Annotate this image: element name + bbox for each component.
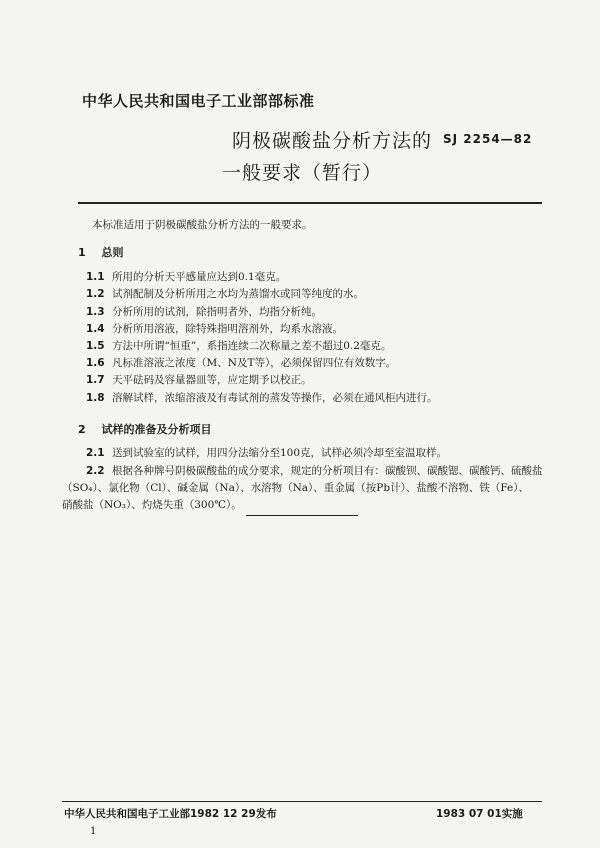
item-text: 根据各种牌号阴极碳酸盐的成分要求，规定的分析项目有：碳酸钡、碳酸锶、碳酸钙、硫酸盐	[112, 465, 543, 477]
document-title-line-1: 阴极碳酸盐分析方法的	[232, 130, 433, 152]
section-title: 总则	[101, 246, 124, 259]
item-text: 所用的分析天平感量应达到0.1毫克。	[112, 271, 287, 283]
item-text: 分析所用的试剂，除指明者外，均指分析纯。	[112, 306, 322, 318]
section-number: 2	[78, 423, 86, 436]
implementation-date: 1983 07 01实施	[436, 808, 523, 820]
footer-divider	[62, 801, 542, 802]
item-number: 1.1	[86, 271, 105, 283]
list-item	[86, 269, 286, 284]
item-text: 溶解试样，浓缩溶液及有毒试剂的蒸发等操作，必须在通风柜内进行。	[112, 392, 438, 404]
list-item	[86, 445, 447, 460]
list-item	[86, 390, 438, 405]
list-item	[86, 372, 312, 387]
item-number: 1.8	[86, 392, 105, 404]
item-text: 凡标准溶液之浓度（M、N及T等），必须保留四位有效数字。	[112, 357, 397, 369]
item-number: 1.7	[86, 374, 105, 386]
item-text: 送到试验室的试样，用四分法缩分至100克，试样必须冷却至室温取样。	[112, 447, 448, 459]
end-of-text-rule	[246, 515, 358, 516]
item-number: 1.3	[86, 306, 105, 318]
item-text: 分析所用溶液，除特殊指明溶剂外，均系水溶液。	[112, 323, 343, 335]
section-1-heading	[78, 244, 124, 260]
document-title-line-2: 一般要求（暂行）	[222, 162, 383, 184]
intro-paragraph: 本标准适用于阴极碳酸盐分析方法的一般要求。	[92, 219, 313, 231]
item-continuation-line: 硝酸盐（NO₃）、灼烧失重（300℃）。	[62, 499, 242, 511]
header-divider	[78, 202, 542, 204]
list-item	[86, 321, 343, 336]
issuer-heading: 中华人民共和国电子工业部部标准	[82, 92, 315, 110]
section-number: 1	[78, 246, 86, 259]
item-number: 2.2	[86, 465, 105, 477]
standard-number: SJ 2254—82	[443, 132, 533, 146]
page-number: 1	[90, 826, 97, 837]
item-text: 试剂配制及分析所用之水均为蒸馏水或同等纯度的水。	[112, 288, 364, 300]
item-number: 1.4	[86, 323, 105, 335]
section-2-heading	[78, 421, 212, 437]
item-text: 天平砝码及容量器皿等，应定期予以校正。	[112, 374, 312, 386]
item-number: 1.2	[86, 288, 105, 300]
issue-date: 中华人民共和国电子工业部1982 12 29发布	[64, 808, 277, 820]
section-title: 试样的准备及分析项目	[101, 423, 212, 436]
item-number: 1.5	[86, 340, 105, 352]
list-item	[86, 338, 391, 353]
item-number: 2.1	[86, 447, 105, 459]
item-continuation-line: （SO₄）、氯化物（Cl）、碱金属（Na）、水溶物（Na）、重金属（按Pb计）、盐酸不溶物、铁（Fe）、	[62, 482, 530, 494]
item-number: 1.6	[86, 357, 105, 369]
item-text: 方法中所谓“恒重”，系指连续二次称量之差不超过0.2毫克。	[112, 340, 392, 352]
list-item	[86, 355, 396, 370]
list-item	[86, 463, 543, 478]
list-item	[86, 304, 322, 319]
list-item	[86, 286, 364, 301]
